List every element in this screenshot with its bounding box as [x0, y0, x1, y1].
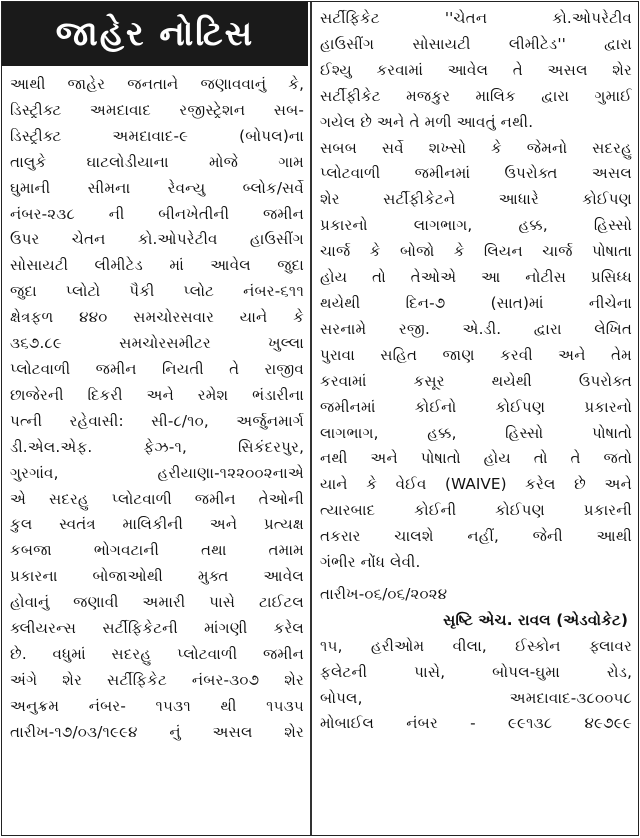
left-line: ઘુમાની સીમના રેવન્યુ બ્લોક/સર્વે	[10, 178, 304, 197]
left-line: ગુરગાંવ, હરીયાણા-૧૨૨૦૦૨નાએ	[10, 463, 304, 482]
right-line: સર્ટીફિકેટ ''ચેતન કો.ઓપરેટીવ	[320, 9, 632, 27]
right-line: ગંભીર નોંધ લેવી.	[320, 553, 421, 572]
signatory-address-line: બોપલ, અમદાવાદ-૩૮૦૦૫૮	[320, 688, 632, 707]
left-line: તારીખ-૧૭/૦૩/૧૯૯૪ નું અસલ શેર	[10, 722, 304, 741]
public-notice	[1, 1, 639, 836]
left-line: પ્રકારના બોજાઓથી મુક્ત આવેલ	[10, 567, 304, 586]
left-line: ડિસ્ટ્રીક્ટ અમદાવાદ રજીસ્ટ્રેશન સબ-	[10, 100, 304, 119]
right-line: ચાર્જ કે બોજો કે લિયન ચાર્જ પોષાતા	[320, 242, 632, 261]
notice-title: જાહેર નોટિસ	[2, 2, 308, 66]
right-line: યાને કે વેઈવ (WAIVE) કરેલ છે અને	[320, 475, 632, 494]
left-line: અનુક્રમ નંબર- ૧૫૩૧ થી ૧૫૩૫	[10, 696, 304, 715]
left-line: જુદા પ્લોટો પૈકી પ્લોટ નંબર-૬૧૧	[10, 282, 304, 301]
right-line: હોય તો તેઓએ આ નોટીસ પ્રસિધ્ધ	[320, 268, 632, 287]
right-line: પુરાવા સહિત જાણ કરવી અને તેમ	[320, 345, 632, 364]
right-line: જમીનમાં કોઈનો કોઈપણ પ્રકારનો	[320, 397, 632, 416]
right-line: થયેથી દિન-૭ (સાત)માં નીચેના	[320, 293, 632, 312]
right-line: હાઉસીંગ સોસાયટી લીમીટેડ'' દ્વારા	[320, 34, 632, 53]
left-line: નંબર-૨૩૮ ની બીનખેતીની જમીન	[10, 204, 304, 223]
right-line: પ્લોટવાળી જમીનમાં ઉપરોક્ત અસલ	[320, 164, 632, 183]
left-line: ક્લીયરન્સ સર્ટીફિકેટની માંગણી કરેલ	[10, 619, 304, 638]
left-line: કબજા ભોગવટાની તથા તમામ	[10, 541, 304, 560]
signatory-mobile: મોબાઈલ નંબર - ૯૯૧૩૮ ૪૯૭૯૯	[320, 714, 632, 733]
left-line: ડી.એલ.એફ. ફેઝ-૧, સિકંદરપુર,	[10, 437, 304, 456]
left-line: ઉપર ચેતન કો.ઓપરેટીવ હાઉસીંગ	[10, 230, 304, 249]
right-line: ઈશ્યુ કરવામાં આવેલ તે અસલ શેર	[320, 60, 632, 79]
left-line: છે. વધુમાં સદરહુ પ્લોટવાળી જમીન	[10, 644, 304, 663]
left-line: ડિસ્ટ્રીક્ટ અમદાવાદ-૯ (બોપલ)ના	[10, 126, 304, 145]
left-line: ક્ષેત્રફળ ૪૪૦ સમચોરસવાર યાને કે	[10, 308, 304, 327]
right-line: નથી અને પોષાતો હોય તો તે જતો	[320, 449, 632, 468]
signatory-name: સૃષ્ટિ એચ. રાવલ (એડવોકેટ)	[443, 610, 628, 629]
right-line: લાગભાગ, હક્ક, હિસ્સો પોષાતો	[320, 423, 632, 442]
right-line: શેર સર્ટીફીકેટને આધારે કોઈપણ	[320, 190, 632, 209]
right-line: સરનામે રજી. એ.ડી. દ્વારા લેખિત	[320, 319, 632, 338]
column-divider	[310, 2, 312, 835]
left-line: કુલ સ્વતંત્ર માલિકીની અને પ્રત્યક્ષ	[10, 515, 304, 534]
left-column	[10, 72, 304, 835]
right-line: ત્યારબાદ કોઈની કોઈપણ પ્રકારની	[320, 501, 632, 520]
left-line: છાજેરની દિકરી અને રમેશ ભંડારીના	[10, 385, 304, 404]
right-line: સબબ સર્વે શખ્સો કે જેમનો સદરહુ	[320, 138, 632, 157]
right-line: ગયેલ છે અને તે મળી આવતું નથી.	[320, 112, 534, 131]
right-line: તકરાર ચાલશે નહીં, જેની આથી	[320, 527, 632, 546]
right-line: કરવામાં કસૂર થયેથી ઉપરોક્ત	[320, 371, 632, 390]
left-line: અંગે શેર સર્ટીફિકેટ નંબર-૩૦૭ શેર	[10, 670, 304, 689]
left-line: પત્ની રહેવાસી: સી-૮/૧૦, અર્જુનમાર્ગ	[10, 411, 304, 430]
right-line: સર્ટીફીકેટ મજકુર માલિક દ્વારા ગુમાઈ	[320, 86, 632, 105]
left-line: તાલુકે ઘાટલોડીયાના મોજે ગામ	[10, 152, 304, 171]
signatory-address-line: ૧૫, હરીઓમ વીલા, ઈસ્કોન ફ્લાવર	[320, 636, 632, 655]
left-line: હોવાનું જણાવી અમારી પાસે ટાઈટલ	[10, 593, 304, 612]
signatory-address-line: ફલેટની પાસે, બોપલ-ઘુમા રોડ,	[320, 662, 632, 681]
left-line: ૩૬૭.૮૯ સમચોરસમીટર ખુલ્લા	[10, 334, 304, 353]
left-line: સોસાયટી લીમીટેડ માં આવેલ જુદા	[10, 256, 304, 275]
left-line: એ સદરહુ પ્લોટવાળી જમીન તેઓની	[10, 489, 304, 508]
left-line: આથી જાહેર જનતાને જણાવવાનું કે,	[10, 75, 304, 93]
right-column	[320, 6, 632, 835]
left-line: પ્લોટવાળી જમીન નિયતી તે રાજીવ	[10, 359, 304, 378]
notice-date: તારીખ-૦૬/૦૬/૨૦૨૪	[320, 584, 448, 603]
right-line: પ્રકારનો લાગભાગ, હક્ક, હિસ્સો	[320, 216, 632, 235]
